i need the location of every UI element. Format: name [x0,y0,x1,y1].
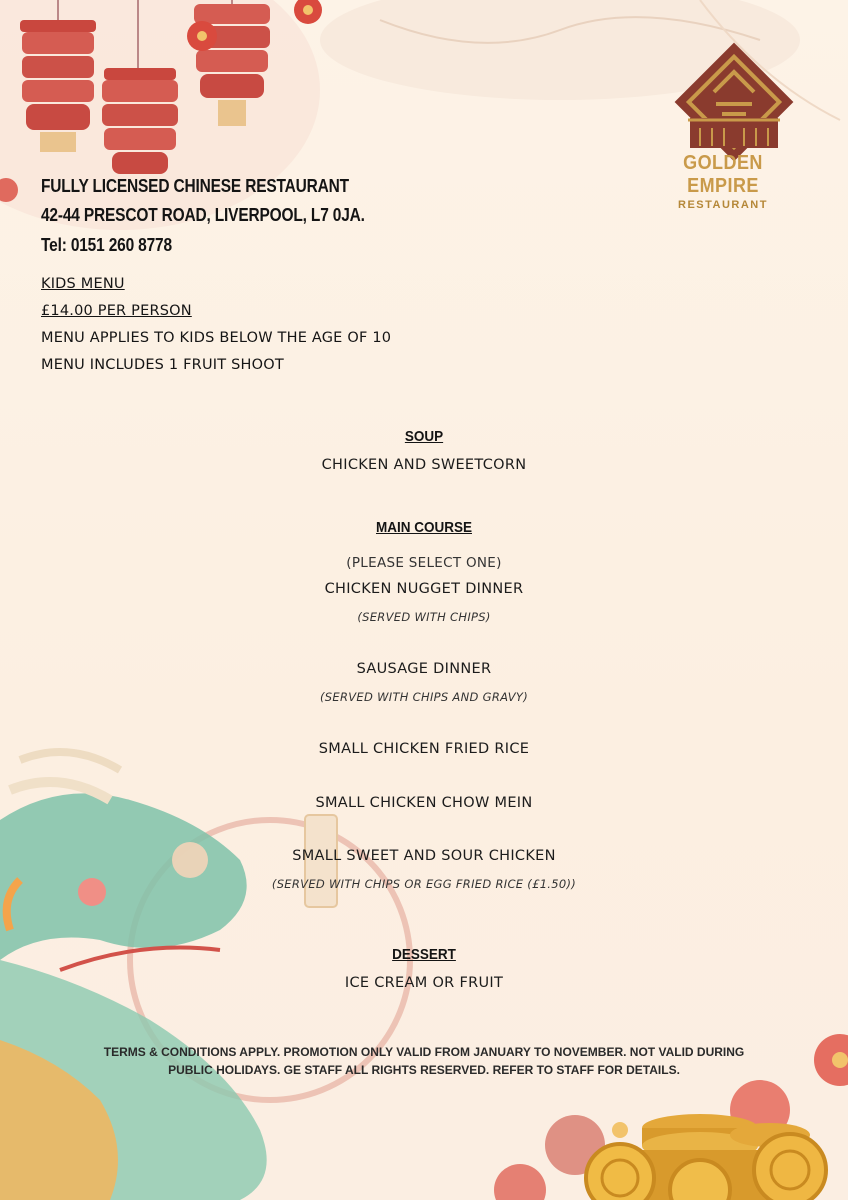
lantern-icon [20,0,96,152]
section-heading-soup: SOUP [404,428,444,445]
menu-item: CHICKEN NUGGET DINNER [324,581,524,597]
menu-age-note: MENU APPLIES TO KIDS BELOW THE AGE OF 10 [41,330,392,346]
terms-line-2: PUBLIC HOLIDAYS. GE STAFF ALL RIGHTS RESERVED. REFER TO STAFF FOR DETAILS. [168,1063,680,1077]
menu-item: SAUSAGE DINNER [356,661,492,677]
brand-name: GOLDEN EMPIRE [683,152,763,197]
menu-drink-note: MENU INCLUDES 1 FRUIT SHOOT [41,357,284,373]
menu-item-note: (SERVED WITH CHIPS) [357,610,491,624]
menu-item: SMALL SWEET AND SOUR CHICKEN [292,848,556,864]
header-phone: Tel: 0151 260 8778 [41,235,172,255]
terms-line-1: TERMS & CONDITIONS APPLY. PROMOTION ONLY VALID FROM JANUARY TO NOVEMBER. NOT VALID DURING [103,1045,745,1059]
menu-item: SMALL CHICKEN CHOW MEIN [315,795,533,811]
soup-item: CHICKEN AND SWEETCORN [321,457,527,473]
menu-price: £14.00 PER PERSON [41,303,192,319]
section-heading-main-course: MAIN COURSE [375,519,472,536]
menu-item-note: (SERVED WITH CHIPS AND GRAVY) [320,690,528,704]
menu-item-note: (SERVED WITH CHIPS OR EGG FRIED RICE (£1.50)) [271,877,577,891]
brand-subtitle: RESTAURANT [678,199,768,211]
brand-logo [636,152,810,211]
dessert-item: ICE CREAM OR FRUIT [344,975,504,991]
section-heading-dessert: DESSERT [392,946,456,963]
main-course-instruction: (PLEASE SELECT ONE) [346,555,502,571]
header-licensed-line: FULLY LICENSED CHINESE RESTAURANT [41,176,349,196]
menu-title: KIDS MENU [41,276,125,292]
menu-item: SMALL CHICKEN FRIED RICE [318,741,530,757]
header-address-line: 42-44 PRESCOT ROAD, LIVERPOOL, L7 0JA. [41,205,365,225]
